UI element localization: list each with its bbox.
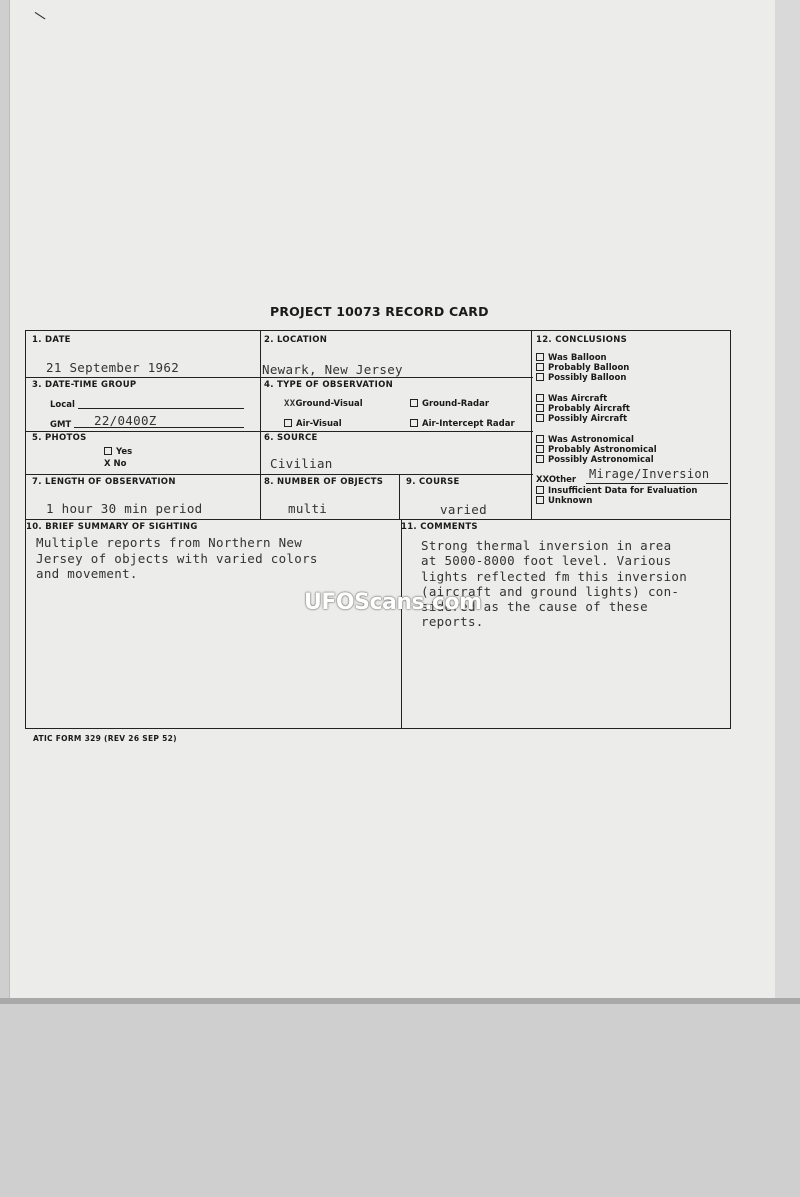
date-value: 21 September 1962 bbox=[46, 360, 180, 375]
course-label: 9. COURSE bbox=[406, 477, 460, 487]
summary-text: Multiple reports from Northern New Jersey of objects with varied colors and movement. bbox=[36, 535, 318, 581]
type-label: 4. TYPE OF OBSERVATION bbox=[264, 380, 394, 390]
watermark: UFOScans.com bbox=[304, 590, 482, 615]
page-edge bbox=[775, 0, 800, 1000]
course-value: varied bbox=[440, 502, 487, 517]
type-air-intercept: Air-Intercept Radar bbox=[410, 419, 515, 429]
photos-label: 5. PHOTOS bbox=[32, 433, 87, 443]
conclusion-insufficient: Insufficient Data for Evaluation bbox=[536, 486, 698, 496]
comments-text: Strong thermal inversion in area at 5000-8000 foot level. Various lights reflected fm this inversion (aircraft and ground lights) con- sidered as the cause of these reports. bbox=[421, 538, 688, 630]
source-label: 6. SOURCE bbox=[264, 433, 318, 443]
conclusion-unknown: Unknown bbox=[536, 496, 592, 506]
objects-label: 8. NUMBER OF OBJECTS bbox=[264, 477, 384, 487]
other-value: Mirage/Inversion bbox=[589, 467, 710, 481]
conclusions-label: 12. CONCLUSIONS bbox=[536, 335, 628, 345]
checked-mark: XX bbox=[284, 399, 296, 409]
conclusion-item: Possibly Balloon bbox=[536, 373, 626, 383]
page-shadow bbox=[0, 998, 800, 1004]
gmt-value: 22/0400Z bbox=[94, 413, 157, 428]
source-value: Civilian bbox=[270, 456, 333, 471]
type-ground-visual: XXGround-Visual bbox=[284, 399, 363, 409]
conclusion-item: Probably Astronomical bbox=[536, 445, 657, 455]
record-card bbox=[25, 330, 731, 729]
conclusion-item: Probably Aircraft bbox=[536, 404, 630, 414]
photos-no: X No bbox=[104, 459, 127, 469]
conclusion-other: XXOther bbox=[536, 475, 577, 485]
type-air-visual: Air-Visual bbox=[284, 419, 342, 429]
summary-label: 10. BRIEF SUMMARY OF SIGHTING bbox=[26, 522, 198, 532]
local-label: Local bbox=[50, 400, 75, 410]
form-footer: ATIC FORM 329 (REV 26 SEP 52) bbox=[33, 734, 177, 743]
conclusion-item: Possibly Astronomical bbox=[536, 455, 654, 465]
date-label: 1. DATE bbox=[32, 335, 71, 345]
objects-value: multi bbox=[288, 501, 328, 516]
location-value: Newark, New Jersey bbox=[262, 362, 403, 377]
conclusion-item: Possibly Aircraft bbox=[536, 414, 627, 424]
type-ground-radar: Ground-Radar bbox=[410, 399, 489, 409]
length-label: 7. LENGTH OF OBSERVATION bbox=[32, 477, 176, 487]
conclusion-item: Was Balloon bbox=[536, 353, 607, 363]
gmt-label: GMT bbox=[50, 420, 72, 430]
comments-label: 11. COMMENTS bbox=[401, 522, 478, 532]
length-value: 1 hour 30 min period bbox=[46, 501, 203, 516]
corner-mark: \ bbox=[33, 8, 48, 24]
location-label: 2. LOCATION bbox=[264, 335, 328, 345]
conclusion-item: Was Astronomical bbox=[536, 435, 634, 445]
conclusion-item: Was Aircraft bbox=[536, 394, 607, 404]
dtg-label: 3. DATE-TIME GROUP bbox=[32, 380, 137, 390]
conclusion-item: Probably Balloon bbox=[536, 363, 629, 373]
card-title: PROJECT 10073 RECORD CARD bbox=[270, 304, 489, 319]
photos-yes: Yes bbox=[104, 447, 132, 457]
